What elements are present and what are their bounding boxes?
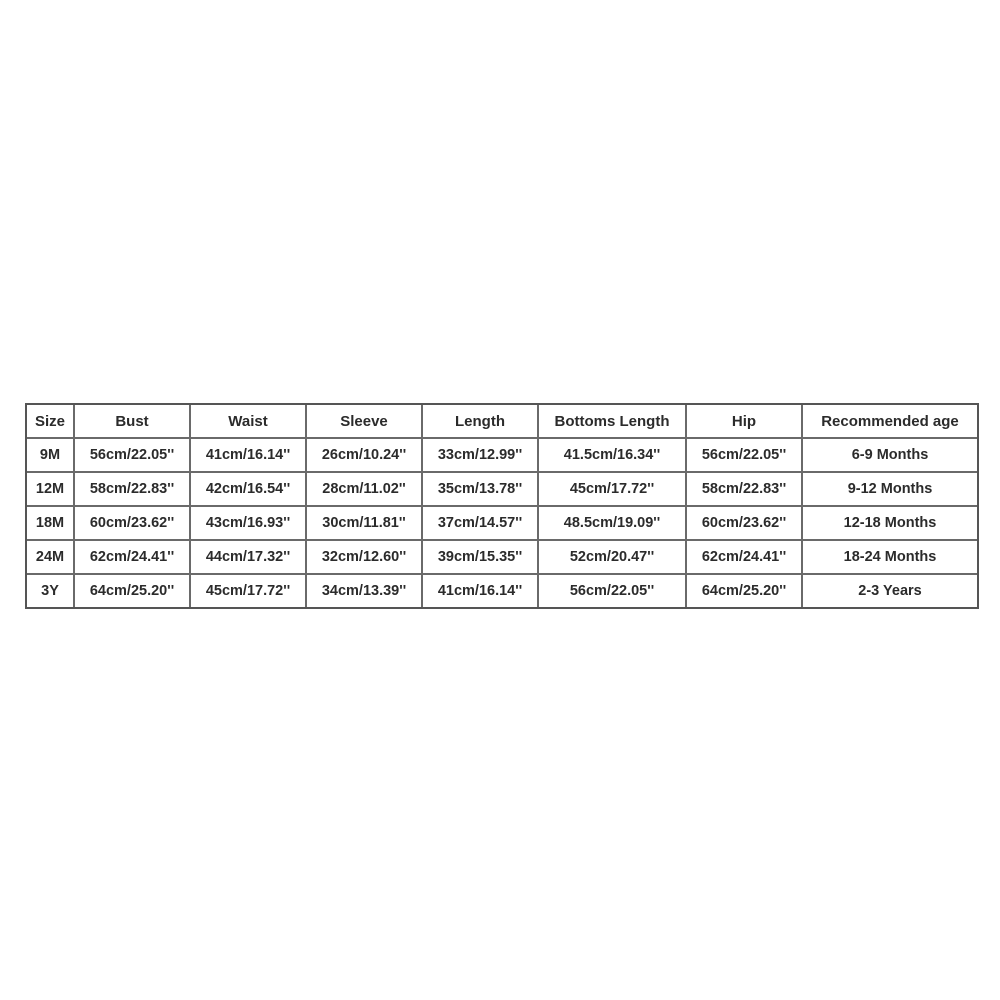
- cell-sleeve: 28cm/11.02'': [307, 473, 423, 507]
- cell-bottoms-length: 48.5cm/19.09'': [539, 507, 687, 541]
- table-row: [27, 541, 977, 575]
- cell-size: 3Y: [27, 575, 75, 607]
- table-row: [27, 507, 977, 541]
- header-length: Length: [423, 405, 539, 439]
- header-hip: Hip: [687, 405, 803, 439]
- cell-recommended-age: 6-9 Months: [803, 439, 977, 473]
- cell-size: 9M: [27, 439, 75, 473]
- header-sleeve: Sleeve: [307, 405, 423, 439]
- header-row: [27, 405, 977, 439]
- cell-sleeve: 26cm/10.24'': [307, 439, 423, 473]
- cell-sleeve: 32cm/12.60'': [307, 541, 423, 575]
- cell-bust: 64cm/25.20'': [75, 575, 191, 607]
- cell-bust: 56cm/22.05'': [75, 439, 191, 473]
- cell-hip: 60cm/23.62'': [687, 507, 803, 541]
- cell-bottoms-length: 56cm/22.05'': [539, 575, 687, 607]
- cell-recommended-age: 18-24 Months: [803, 541, 977, 575]
- cell-sleeve: 34cm/13.39'': [307, 575, 423, 607]
- cell-hip: 58cm/22.83'': [687, 473, 803, 507]
- table-row: [27, 575, 977, 607]
- cell-sleeve: 30cm/11.81'': [307, 507, 423, 541]
- header-bottoms-length: Bottoms Length: [539, 405, 687, 439]
- table-row: [27, 439, 977, 473]
- header-bust: Bust: [75, 405, 191, 439]
- cell-hip: 64cm/25.20'': [687, 575, 803, 607]
- cell-size: 24M: [27, 541, 75, 575]
- header-waist: Waist: [191, 405, 307, 439]
- cell-waist: 41cm/16.14'': [191, 439, 307, 473]
- table-row: [27, 473, 977, 507]
- cell-size: 18M: [27, 507, 75, 541]
- cell-bottoms-length: 52cm/20.47'': [539, 541, 687, 575]
- cell-recommended-age: 2-3 Years: [858, 583, 922, 599]
- cell-length: 33cm/12.99'': [423, 439, 539, 473]
- cell-length: 39cm/15.35'': [423, 541, 539, 575]
- cell-bust: 62cm/24.41'': [75, 541, 191, 575]
- cell-bust: 58cm/22.83'': [75, 473, 191, 507]
- header-recommended-age: Recommended age: [803, 405, 977, 439]
- cell-waist: 44cm/17.32'': [191, 541, 307, 575]
- cell-size: 12M: [27, 473, 75, 507]
- cell-length: 35cm/13.78'': [423, 473, 539, 507]
- cell-waist: 43cm/16.93'': [191, 507, 307, 541]
- cell-length: 37cm/14.57'': [423, 507, 539, 541]
- size-chart-table: [25, 403, 979, 609]
- cell-bottoms-length: 45cm/17.72'': [539, 473, 687, 507]
- cell-length: 41cm/16.14'': [423, 575, 539, 607]
- cell-recommended-age: 12-18 Months: [803, 507, 977, 541]
- cell-bottoms-length: 41.5cm/16.34'': [539, 439, 687, 473]
- cell-hip: 56cm/22.05'': [687, 439, 803, 473]
- cell-waist: 42cm/16.54'': [191, 473, 307, 507]
- cell-waist: 45cm/17.72'': [191, 575, 307, 607]
- cell-bust: 60cm/23.62'': [75, 507, 191, 541]
- cell-recommended-age: 9-12 Months: [803, 473, 977, 507]
- header-size: Size: [27, 405, 75, 439]
- cell-hip: 62cm/24.41'': [687, 541, 803, 575]
